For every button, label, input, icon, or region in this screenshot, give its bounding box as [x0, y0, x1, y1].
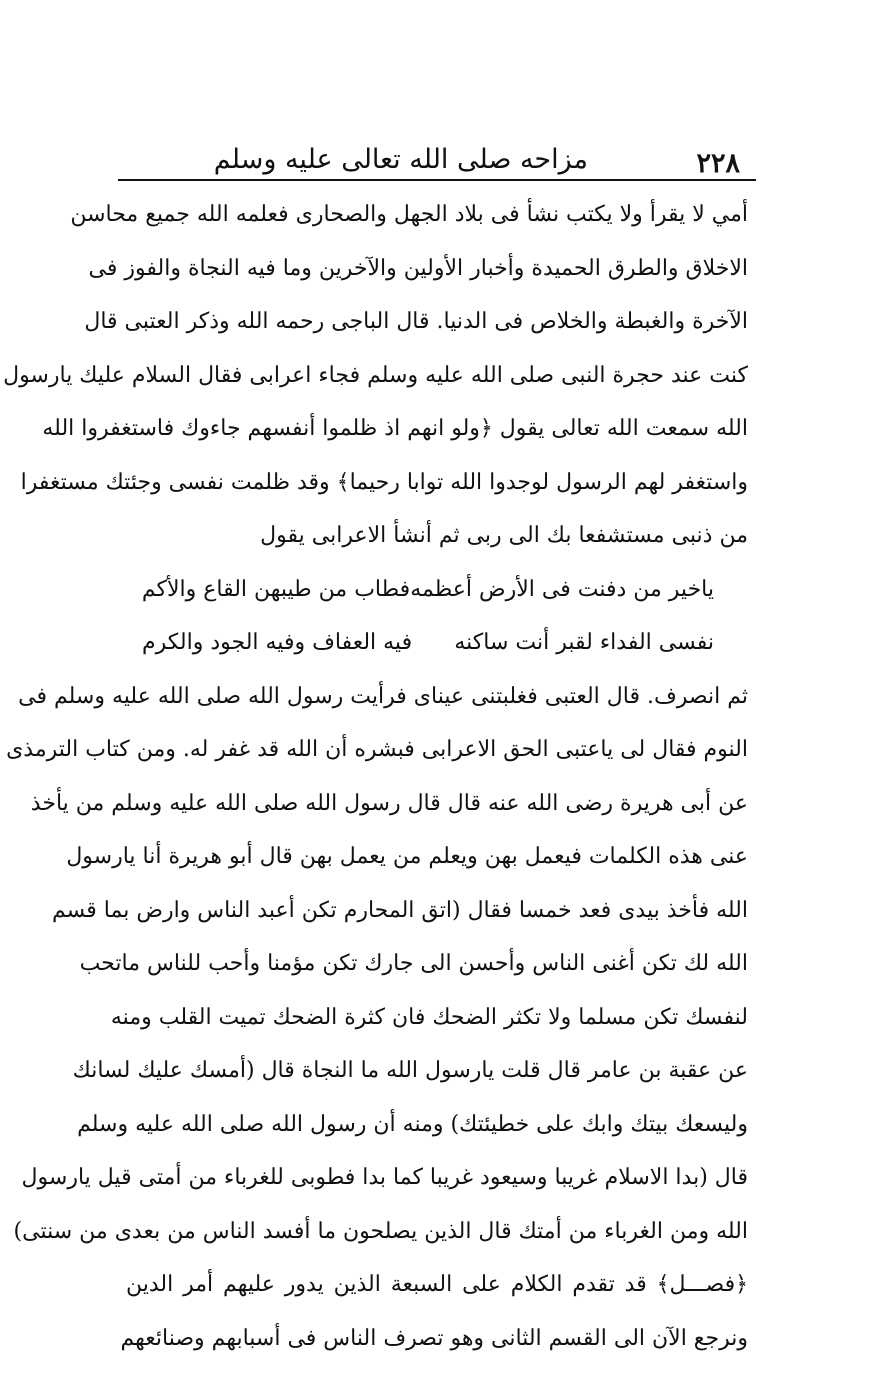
- body-text: [3, 188, 748, 1365]
- text-line: الاخلاق والطرق الحميدة وأخبار الأولين والآخرين وما فيه النجاة والفوز فى: [88, 255, 748, 281]
- text-line: لنفسك تكن مسلما ولا تكثر الضحك فان كثرة الضحك تميت القلب ومنه: [110, 1004, 748, 1030]
- text-line: ونرجع الآن الى القسم الثانى وهو تصرف الناس فى أسبابهم وصنائعهم: [120, 1325, 748, 1351]
- text-line: من ذنبى مستشفعا بك الى ربى ثم أنشأ الاعرابى يقول: [260, 523, 748, 548]
- text-line: الآخرة والغبطة والخلاص فى الدنيا. قال الباجى رحمه الله وذكر العتبى قال: [84, 309, 748, 334]
- text-line: ثم انصرف. قال العتبى فغلبتنى عيناى فرأيت رسول الله صلى الله عليه وسلم فى: [18, 683, 748, 709]
- text-line: كنت عند حجرة النبى صلى الله عليه وسلم فجاء اعرابى فقال السلام عليك يارسول: [3, 362, 748, 388]
- page-header: [118, 138, 756, 178]
- text-line: عنى هذه الكلمات فيعمل بهن ويعلم من يعمل بهن قال أبو هريرة أنا يارسول: [66, 844, 748, 869]
- text-line: عن عقبة بن عامر قال قلت يارسول الله ما النجاة قال (أمسك عليك لسانك: [72, 1058, 748, 1083]
- poem-verse: [126, 616, 748, 670]
- section-heading-line: ﴿فصـــل﴾ قد تقدم الكلام على السبعة الذين يدور عليهم أمر الدين: [126, 1272, 748, 1297]
- text-line: عن أبى هريرة رضى الله عنه قال قال رسول الله صلى الله عليه وسلم من يأخذ: [30, 790, 748, 816]
- verse-second-hemistich: فطاب من طيبهن القاع والأكم: [141, 576, 411, 602]
- header-rule: [118, 179, 756, 181]
- verse-first-hemistich: ياخير من دفنت فى الأرض أعظمه: [410, 576, 714, 602]
- text-line: الله لك تكن أغنى الناس وأحسن الى جارك تكن مؤمنا وأحب للناس ماتحب: [79, 951, 748, 976]
- verse-first-hemistich: نفسى الفداء لقبر أنت ساكنه: [454, 630, 714, 655]
- text-line: الله سمعت الله تعالى يقول ﴿ولو انهم اذ ظلموا أنفسهم جاءوك فاستغفروا الله: [42, 416, 748, 441]
- running-title: مزاحه صلى الله تعالى عليه وسلم: [213, 144, 588, 175]
- text-line: النوم فقال لى ياعتبى الحق الاعرابى فبشره أن الله قد غفر له. ومن كتاب الترمذى: [6, 737, 748, 762]
- text-line: وليسعك بيتك وابك على خطيئتك) ومنه أن رسول الله صلى الله عليه وسلم: [77, 1111, 748, 1137]
- text-line: واستغفر لهم الرسول لوجدوا الله توابا رحيما﴾ وقد ظلمت نفسى وجئتك مستغفرا: [20, 469, 748, 495]
- text-line: قال (بدا الاسلام غريبا وسيعود غريبا كما بدا فطوبى للغرباء من أمتى قيل يارسول: [21, 1165, 748, 1190]
- poem-verse: [126, 563, 748, 617]
- text-line: الله فأخذ بيدى فعد خمسا فقال (اتق المحارم تكن أعبد الناس وارض بما قسم: [52, 897, 748, 923]
- text-line: أمي لا يقرأ ولا يكتب نشأ فى بلاد الجهل والصحارى فعلمه الله جميع محاسن: [70, 202, 748, 227]
- page-number: ٢٢٨: [696, 148, 740, 179]
- text-line: الله ومن الغرباء من أمتك قال الذين يصلحون ما أفسد الناس من بعدى من سنتى): [13, 1218, 748, 1244]
- verse-second-hemistich: فيه العفاف وفيه الجود والكرم: [142, 630, 413, 655]
